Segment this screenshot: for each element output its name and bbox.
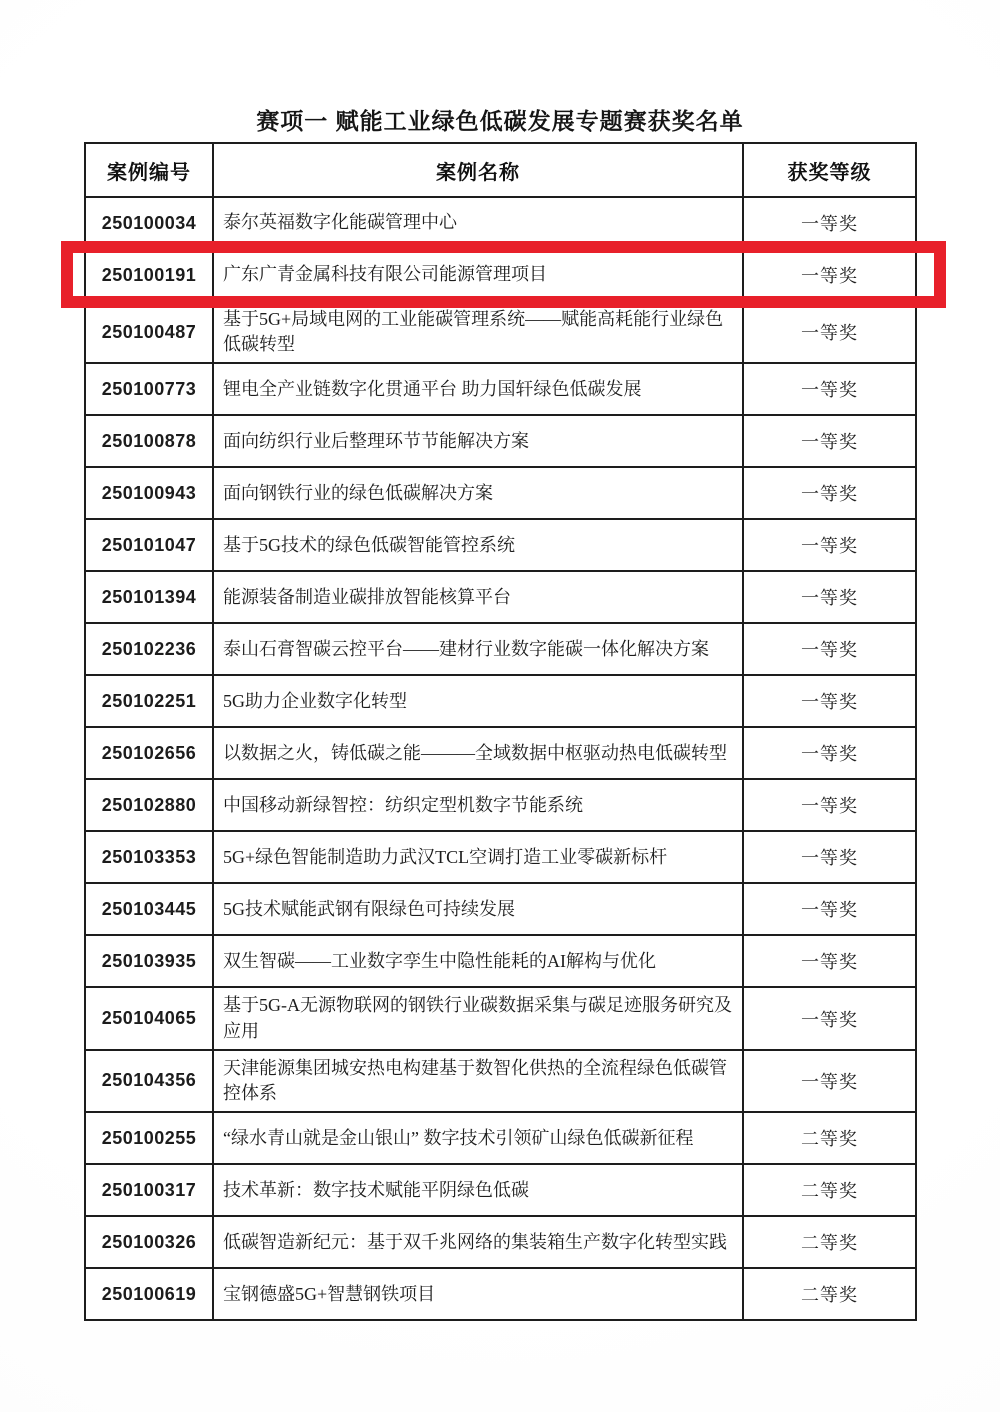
table-row <box>85 987 916 1049</box>
case-id-cell: 250102880 <box>85 779 213 831</box>
case-name-cell: 基于5G技术的绿色低碳智能管控系统 <box>213 519 743 571</box>
table-row <box>85 727 916 779</box>
table-row <box>85 831 916 883</box>
table-row <box>85 363 916 415</box>
table-row <box>85 1050 916 1112</box>
case-name-cell: 广东广青金属科技有限公司能源管理项目 <box>213 249 743 301</box>
table-row <box>85 935 916 987</box>
award-grade-cell: 一等奖 <box>743 571 916 623</box>
table-row <box>85 197 916 249</box>
award-grade-cell: 一等奖 <box>743 301 916 363</box>
table-row <box>85 1112 916 1164</box>
award-grade-cell: 一等奖 <box>743 675 916 727</box>
case-name-cell: 低碳智造新纪元：基于双千兆网络的集装箱生产数字化转型实践 <box>213 1216 743 1268</box>
award-grade-cell: 一等奖 <box>743 727 916 779</box>
table-row-highlighted <box>85 249 916 301</box>
case-id-cell: 250100191 <box>85 249 213 301</box>
award-grade-cell: 一等奖 <box>743 779 916 831</box>
case-name-cell: “绿水青山就是金山银山” 数字技术引领矿山绿色低碳新征程 <box>213 1112 743 1164</box>
table-row <box>85 301 916 363</box>
case-id-cell: 250103353 <box>85 831 213 883</box>
award-grade-cell: 二等奖 <box>743 1112 916 1164</box>
table-row <box>85 467 916 519</box>
page-title: 赛项一 赋能工业绿色低碳发展专题赛获奖名单 <box>256 108 744 134</box>
case-name-cell: 锂电全产业链数字化贯通平台 助力国轩绿色低碳发展 <box>213 363 743 415</box>
award-grade-cell: 一等奖 <box>743 935 916 987</box>
case-id-cell: 250100255 <box>85 1112 213 1164</box>
award-grade-cell: 一等奖 <box>743 1050 916 1112</box>
table-row <box>85 883 916 935</box>
case-name-cell: 5G+绿色智能制造助力武汉TCL空调打造工业零碳新标杆 <box>213 831 743 883</box>
case-id-cell: 250103935 <box>85 935 213 987</box>
case-name-cell: 宝钢德盛5G+智慧钢铁项目 <box>213 1268 743 1320</box>
case-name-cell: 面向钢铁行业的绿色低碳解决方案 <box>213 467 743 519</box>
case-id-cell: 250100619 <box>85 1268 213 1320</box>
case-id-cell: 250102656 <box>85 727 213 779</box>
award-grade-cell: 一等奖 <box>743 623 916 675</box>
award-grade-cell: 一等奖 <box>743 197 916 249</box>
award-grade-cell: 一等奖 <box>743 363 916 415</box>
award-grade-cell: 一等奖 <box>743 987 916 1049</box>
table-row <box>85 415 916 467</box>
case-name-cell: 基于5G+局域电网的工业能碳管理系统——赋能高耗能行业绿色低碳转型 <box>213 301 743 363</box>
case-id-cell: 250103445 <box>85 883 213 935</box>
case-id-cell: 250104356 <box>85 1050 213 1112</box>
table-header-row <box>85 143 916 197</box>
case-id-cell: 250100317 <box>85 1164 213 1216</box>
award-grade-cell: 二等奖 <box>743 1164 916 1216</box>
table-row <box>85 1268 916 1320</box>
case-id-cell: 250101047 <box>85 519 213 571</box>
case-name-cell: 中国移动新绿智控：纺织定型机数字节能系统 <box>213 779 743 831</box>
award-grade-cell: 一等奖 <box>743 415 916 467</box>
table-row <box>85 779 916 831</box>
case-id-cell: 250100326 <box>85 1216 213 1268</box>
award-grade-cell: 一等奖 <box>743 519 916 571</box>
case-id-cell: 250101394 <box>85 571 213 623</box>
case-name-cell: 面向纺织行业后整理环节节能解决方案 <box>213 415 743 467</box>
award-grade-cell: 一等奖 <box>743 831 916 883</box>
case-name-cell: 双生智碳——工业数字孪生中隐性能耗的AI解构与优化 <box>213 935 743 987</box>
award-grade-cell: 二等奖 <box>743 1216 916 1268</box>
case-id-cell: 250100773 <box>85 363 213 415</box>
case-id-cell: 250100878 <box>85 415 213 467</box>
table-row <box>85 1164 916 1216</box>
case-id-cell: 250100034 <box>85 197 213 249</box>
case-name-cell: 以数据之火，铸低碳之能———全域数据中枢驱动热电低碳转型 <box>213 727 743 779</box>
award-grade-cell: 二等奖 <box>743 1268 916 1320</box>
table-row <box>85 571 916 623</box>
table-row <box>85 1216 916 1268</box>
case-name-cell: 天津能源集团城安热电构建基于数智化供热的全流程绿色低碳管控体系 <box>213 1050 743 1112</box>
case-id-cell: 250102251 <box>85 675 213 727</box>
col-header-case-id: 案例编号 <box>85 143 213 197</box>
award-grade-cell: 一等奖 <box>743 883 916 935</box>
award-grade-cell: 一等奖 <box>743 467 916 519</box>
award-table <box>84 142 917 1321</box>
case-id-cell: 250100943 <box>85 467 213 519</box>
case-name-cell: 5G助力企业数字化转型 <box>213 675 743 727</box>
table-row <box>85 519 916 571</box>
award-grade-cell: 一等奖 <box>743 249 916 301</box>
col-header-case-name: 案例名称 <box>213 143 743 197</box>
case-name-cell: 泰山石膏智碳云控平台——建材行业数字能碳一体化解决方案 <box>213 623 743 675</box>
table-row <box>85 623 916 675</box>
case-name-cell: 基于5G-A无源物联网的钢铁行业碳数据采集与碳足迹服务研究及应用 <box>213 987 743 1049</box>
case-name-cell: 泰尔英福数字化能碳管理中心 <box>213 197 743 249</box>
col-header-award-grade: 获奖等级 <box>743 143 916 197</box>
case-name-cell: 技术革新：数字技术赋能平阴绿色低碳 <box>213 1164 743 1216</box>
case-name-cell: 能源装备制造业碳排放智能核算平台 <box>213 571 743 623</box>
case-id-cell: 250100487 <box>85 301 213 363</box>
table-row <box>85 675 916 727</box>
case-name-cell: 5G技术赋能武钢有限绿色可持续发展 <box>213 883 743 935</box>
case-id-cell: 250102236 <box>85 623 213 675</box>
case-id-cell: 250104065 <box>85 987 213 1049</box>
